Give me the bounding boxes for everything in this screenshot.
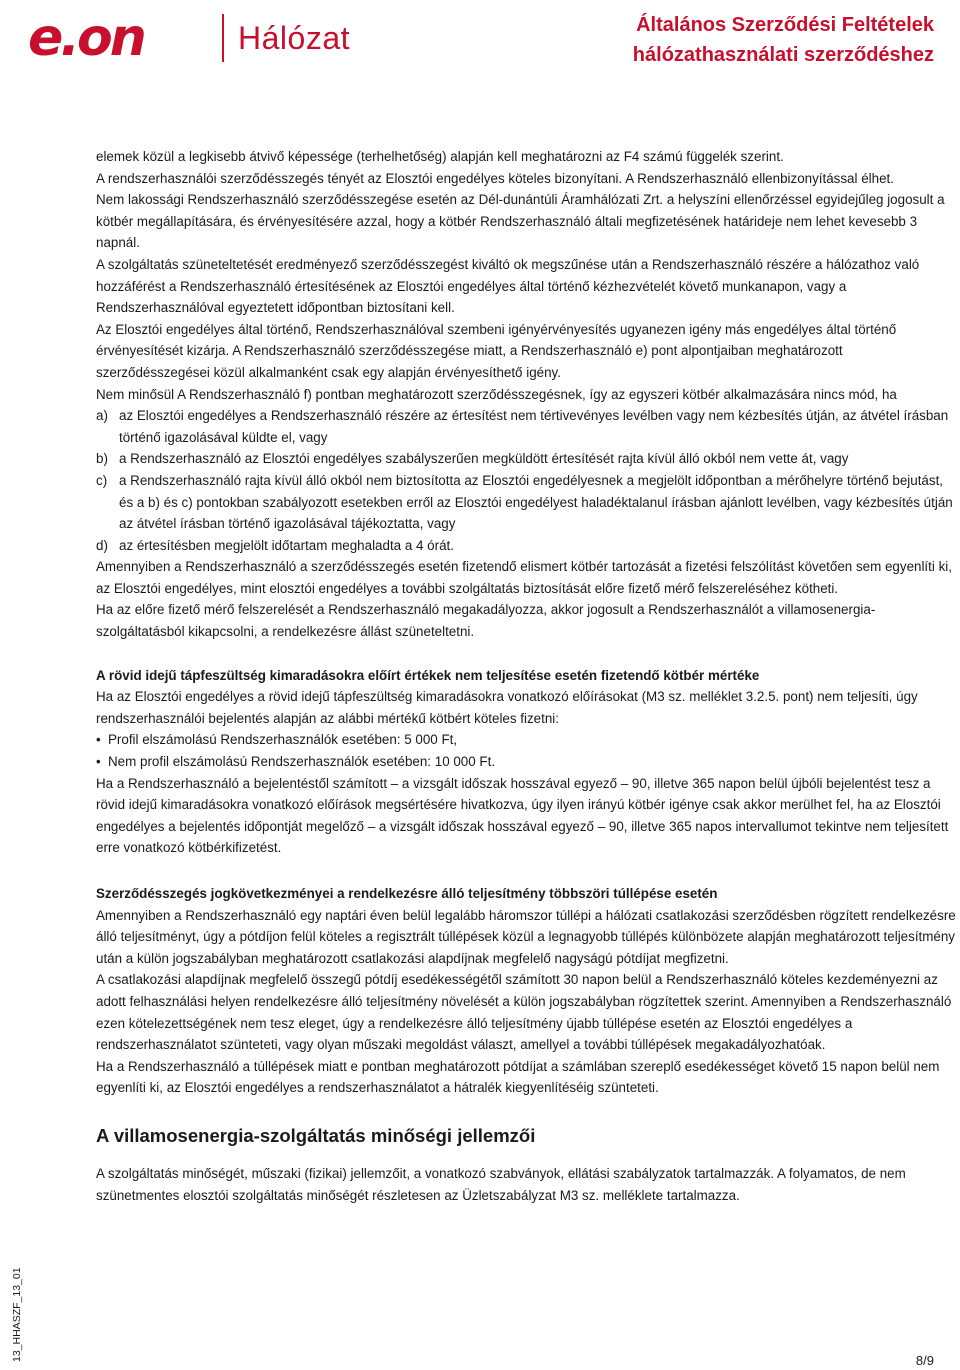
paragraph: Amennyiben a Rendszerhasználó egy naptári éven belül legalább háromszor túllépi a hálózati csatlakozási szerződésben rögzített rendelkezésre álló teljesítményt, úgy a pótdíjon felül köteles a regisztrált túllépések közül a legnagyobb túllépés különbözete alapján meghatározott teljesítmény után a külön jogszabályban meghatározott csatlakozási alapdíjnak megfelelő nagyságú pótdíjat megfizetni. [96,907,956,966]
eon-logo-icon [28,15,208,61]
list-item [96,405,956,448]
brand-block [28,14,350,62]
paragraph: Nem minősül A Rendszerhasználó f) pontban meghatározott szerződésszegésnek, így az egyszeri kötbér alkalmazására nincs mód, ha [96,386,897,402]
document-title [633,10,934,70]
section-heading-large: A villamosenergia-szolgáltatás minőségi jellemzői [96,1124,536,1146]
bullet-icon: • [96,754,101,770]
section-heading: A rövid idejű tápfeszültség kimaradásokra előírt értékek nem teljesítése esetén fizetendő kötbér mértéke [96,667,760,683]
bullet-item [96,751,956,773]
title-line-1: Általános Szerződési Feltételek [636,14,934,36]
document-body [96,146,956,1206]
paragraph: A szolgáltatás minőségét, műszaki (fizikai) jellemzőit, a vonatkozó szabványok, ellátási szabályzatok tartalmazzák. A folyamatos, de nem szünetmentes elosztói szolgáltatás minőségét részletesen az Üzletszabályzat M3 sz. melléklete tartalmazza. [96,1165,906,1203]
title-line-2: hálózathasználati szerződéshez [632,44,934,66]
page-number: 8/9 [915,1353,934,1368]
paragraph: Ha az Elosztói engedélyes a rövid idejű tápfeszültség kimaradásokra vonatkozó előírásokat (M3 sz. melléklet 3.2.5. pont) nem teljesíti, úgy rendszerhasználói bejelentés alapján az alábbi mértékű kötbért köteles fizetni: [96,689,918,726]
bullet-item [96,729,956,751]
header-divider [222,14,224,62]
paragraph: Nem lakossági Rendszerhasználó szerződésszegése esetén az Dél-dunántúli Áramhálózati Zrt. a helyszíni ellenőrzéssel egyidejűleg jogosult a kötbér megállapítására, és érvényesítésére azzal, hogy a kötbér Rendszerhasználó általi megfizetésének határideje nem lehet kevesebb 3 napnál. [96,192,945,251]
list-item-text: a Rendszerhasználó rajta kívül álló okból nem biztosította az Elosztói engedélyesnek a megjelölt időpontban a mérőhelyre történő bejutást, és a b) és c) pontokban szabályozott esetekben erről az Elosztói engedélyest haladéktalanul írásban ajánlott levélben, vagy kézbesítés útján az átvétel írásban történő igazolásával tájékoztatta, vagy [119,472,953,532]
paragraph: Ha a Rendszerhasználó a bejelentéstől számított – a vizsgált időszak hosszával egyező – 90, illetve 365 napon belül újbóli bejelentést tesz a rövid idejű kimaradásokra vonatkozó előírások megsértésére hivatkozva, úgy ilyen irányú kötbér igénye csak akkor merülhet fel, ha az Elosztói engedélyes a bejelentés időpontját megelőző – a vizsgált időszak hosszával egyező – 90, illetve 365 napos intervallumot tekintve nem teljesített erre vonatkozó kötbérkifizetést. [96,775,949,856]
list-item [96,448,956,470]
list-item-label: b) [96,451,108,467]
bullet-text: Profil elszámolású Rendszerhasználók esetében: 5 000 Ft, [108,732,458,748]
paragraph: A csatlakozási alapdíjnak megfelelő összegű pótdíj esedékességétől számított 30 napon belül a Rendszerhasználó köteles kezdeményezni az adott felhasználási helyen rendelkezésre álló teljesítmény növelését a külön jogszabályban rögzítettek szerint. Amennyiben a Rendszerhasználó ezen kötelezettségének nem tesz eleget, úgy a rendelkezésre álló teljesítmény újabb túllépése esetén az Elosztói engedélyes a rendszerhasználatot szünteteti, vagy olyan műszaki megoldást választ, amellyel a további túllépések megakadályozhatóak. [96,972,952,1053]
bullet-icon: • [96,732,101,748]
list-item-label: a) [96,408,108,424]
list-item [96,535,956,557]
section-heading: Szerződésszegés jogkövetkezményei a rendelkezésre álló teljesítmény többszöri túllépése esetén [96,886,718,901]
list-item-text: az Elosztói engedélyes a Rendszerhasználó részére az értesítést nem tértivevényes levélben vagy nem kézbesítés útján, az átvétel írásban történő igazolásával küldte el, vagy [119,408,949,445]
header-subtitle: Hálózat [238,19,350,56]
paragraph: Amennyiben a Rendszerhasználó a szerződésszegés esetén fizetendő elismert kötbér tartozását a fizetési felszólítást követően sem egyenlíti ki, az Elosztói engedélyes, mint elosztói engedélyes a további szolgáltatás biztosítását előre fizető mérő felszereléséhez kötheti. [96,559,952,596]
paragraph: Ha az előre fizető mérő felszerelését a Rendszerhasználó megakadályozza, akkor jogosult a Rendszerhasználót a villamosenergia-szolgáltatásból kikapcsolni, a rendelkezésre állást szüneteltetni. [96,602,876,640]
paragraph: A szolgáltatás szüneteltetését eredményező szerződésszegést kiváltó ok megszűnése után a Rendszerhasználó részére a hálózathoz való hozzáférést a Rendszerhasználó értesítésének az Elosztói engedélyes által történő kézhezvételét követő munkanapon, vagy a Rendszerhasználóval egyeztetett időpontban biztosítani kell. [96,256,920,316]
list-item-text: az értesítésben megjelölt időtartam meghaladta a 4 órát. [119,537,454,553]
paragraph: elemek közül a legkisebb átvivő képessége (terhelhetőség) alapján kell meghatározni az F4 számú függelék szerint. [96,149,784,164]
list-item-label: c) [96,472,108,488]
svg-text:e.on: e.on [28,15,144,61]
paragraph: Az Elosztói engedélyes által történő, Rendszerhasználóval szembeni igényérvényesítés ugyanezen igény más engedélyes által történő érvényesítését kizárja. A Rendszerhasználó szerződésszegése miatt, a Rendszerhasználó e) pont alpontjaiban meghatározott szerződésszegései közül alkalmanként csak egy alapján érvényesíthető igény. [96,321,897,380]
document-code: 13_HHASZF_13_01 [11,1267,23,1362]
bullet-text: Nem profil elszámolású Rendszerhasználók esetében: 10 000 Ft. [108,754,496,770]
paragraph: Ha a Rendszerhasználó a túllépések miatt e pontban meghatározott pótdíjat a számlában szereplő esedékességet követő 15 napon belül nem egyenlíti ki, az Elosztói engedélyes a rendszerhasználatot a hátralék kiegyenlítéséig szünteteti. [96,1058,940,1096]
list-item-label: d) [96,537,108,553]
list-item [96,470,956,535]
paragraph: A rendszerhasználói szerződésszegés tényét az Elosztói engedélyes köteles bizonyítani. A Rendszerhasználó ellenbizonyítással élhet. [96,170,894,186]
list-item-text: a Rendszerhasználó az Elosztói engedélyes szabályszerűen megküldött értesítését rajta kívül álló okból nem vette át, vagy [119,451,849,467]
page-header [0,0,960,80]
